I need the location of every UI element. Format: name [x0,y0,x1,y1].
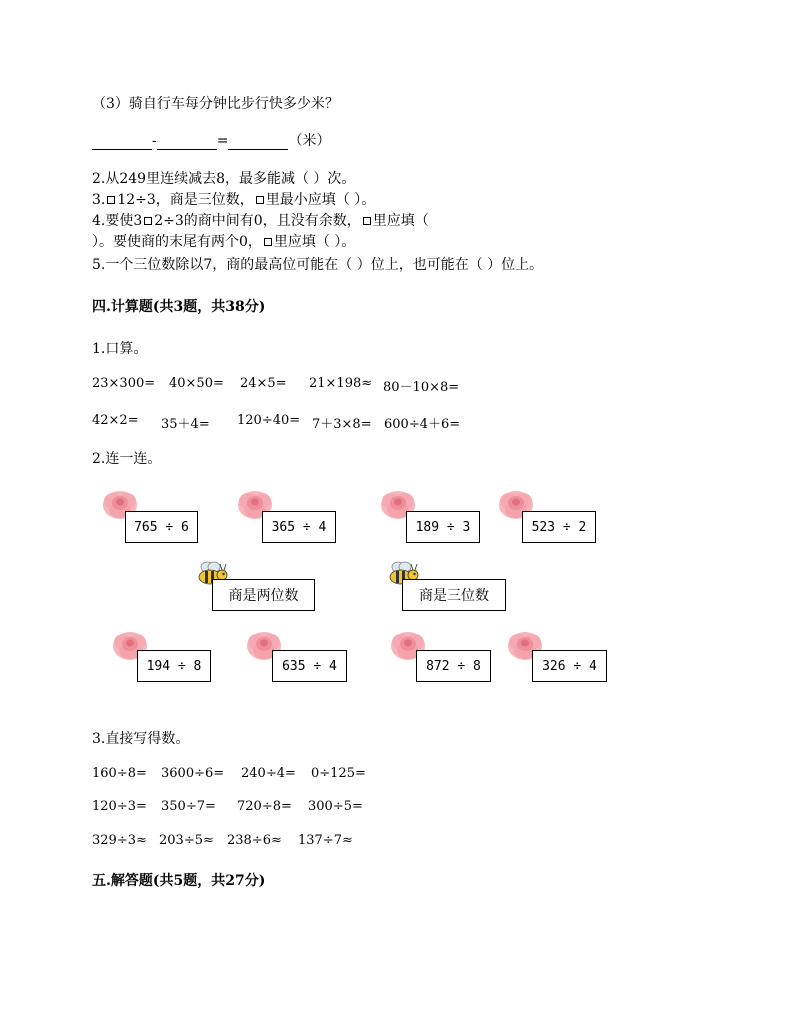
oral-row [92,376,512,394]
direct-row [92,833,392,851]
direct-row [92,766,392,784]
oral-calc-title: 1.口算。 [92,341,148,357]
fill-question-4: 4.要使3 2÷3的商中间有0，且没有余数， 里应填（ [92,213,429,229]
problem: 137÷7≈ [298,833,353,848]
problem: 80－10×8= [383,380,460,395]
section-title: 五.解答题(共5题，共27分) [92,873,266,889]
equals-sign: = [216,133,229,149]
direct-calc-title: 3.直接写得数。 [92,731,190,747]
section-title: 四.计算题(共3题，共38分) [92,299,266,315]
division-card[interactable]: 872 ÷ 8 [416,650,491,682]
problem: 3600÷6= [161,766,225,781]
direct-row [92,799,392,817]
placeholder-box-icon [264,238,272,246]
answer-blank[interactable] [92,135,152,150]
problem: 7＋3×8= [312,417,372,432]
fill-question-3: 3. 12÷3，商是三位数， 里最小应填（ ）。 [92,192,376,208]
problem: 160÷8= [92,766,147,781]
fill-question-2: 2.从249里连续减去8，最多能减（ ）次。 [92,171,356,187]
problem: 24×5= [240,376,287,391]
match-title: 2.连一连。 [92,451,162,467]
problem: 0÷125= [311,766,366,781]
problem: 600÷4＋6= [384,417,461,432]
division-card[interactable]: 365 ÷ 4 [262,511,336,543]
placeholder-box-icon [363,217,371,225]
answer-blank[interactable] [228,135,288,150]
problem: 350÷7= [161,799,216,814]
fill-question-5: 5.一个三位数除以7，商的最高位可能在（ ）位上，也可能在（ ）位上。 [92,257,544,273]
problem: 23×300= [92,376,156,391]
answer-blank[interactable] [157,135,217,150]
division-card[interactable]: 189 ÷ 3 [406,511,480,543]
problem: 329÷3≈ [92,833,147,848]
problem: 35＋4= [161,417,210,432]
problem: 300÷5= [308,799,363,814]
problem: 21×198≈ [309,376,373,391]
division-card[interactable]: 635 ÷ 4 [272,650,347,682]
sub-question-3: （3）骑自行车每分钟比步行快多少米？ [92,96,339,112]
minus-sign: - [152,133,157,149]
category-card[interactable]: 商是两位数 [212,579,315,611]
fill-question-4-cont: ）。要使商的末尾有两个0， 里应填（ ）。 [92,234,356,250]
placeholder-box-icon [256,196,264,204]
unit-label: （米） [288,133,331,149]
problem: 40×50= [169,376,224,391]
equation-line [92,132,330,150]
category-card[interactable]: 商是三位数 [402,579,506,611]
problem: 238÷6≈ [227,833,282,848]
problem: 120÷3= [92,799,147,814]
division-card[interactable]: 523 ÷ 2 [522,511,596,543]
oral-row [92,413,512,431]
problem: 720÷8= [237,799,292,814]
placeholder-box-icon [107,196,115,204]
placeholder-box-icon [144,217,152,225]
division-card[interactable]: 326 ÷ 4 [532,650,607,682]
problem: 120÷40= [237,413,301,428]
problem: 203÷5≈ [159,833,214,848]
problem: 42×2= [92,413,139,428]
division-card[interactable]: 194 ÷ 8 [137,650,211,682]
division-card[interactable]: 765 ÷ 6 [125,511,198,543]
problem: 240÷4= [241,766,296,781]
